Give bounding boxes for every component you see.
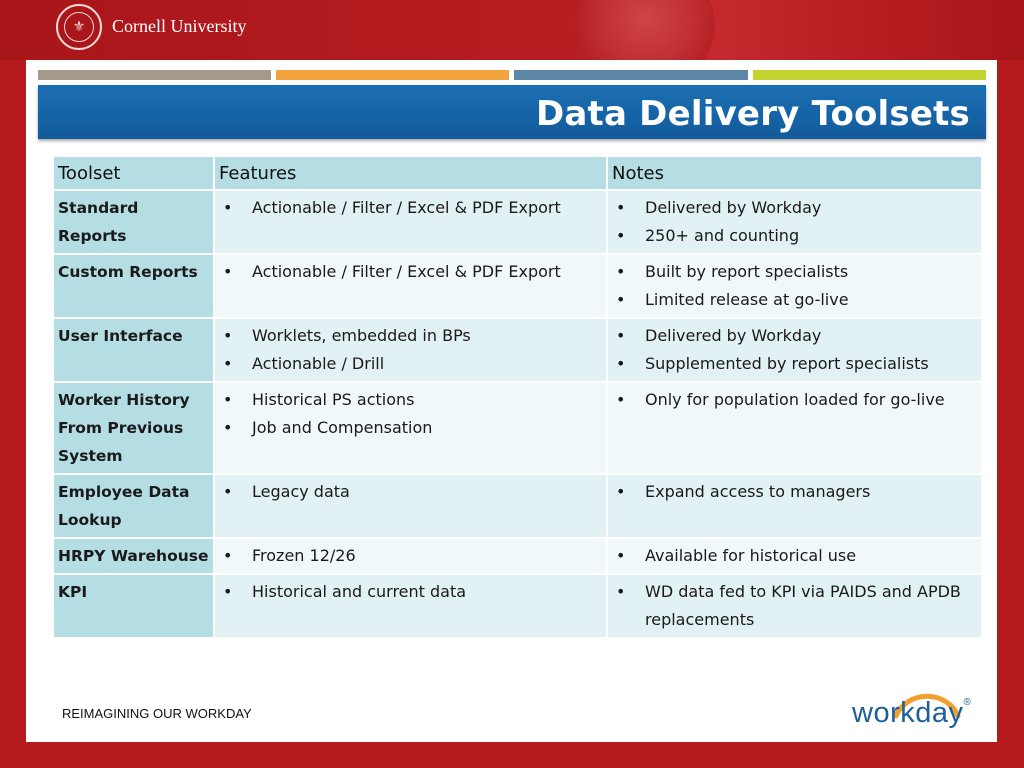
feature-item: • Actionable / Filter / Excel & PDF Export bbox=[219, 258, 602, 286]
toolset-name: Custom Reports bbox=[53, 254, 214, 318]
table-row bbox=[53, 538, 982, 574]
feature-item: • Worklets, embedded in BPs bbox=[219, 322, 602, 350]
feature-item: • Actionable / Drill bbox=[219, 350, 602, 378]
cornell-seal-icon: ⚜ bbox=[56, 4, 102, 50]
stripe-blue bbox=[514, 70, 748, 80]
toolset-name: Worker History From Previous System bbox=[53, 382, 214, 474]
workday-wordmark-text: workday bbox=[852, 697, 964, 729]
features-list bbox=[219, 578, 602, 606]
note-item: • Supplemented by report specialists bbox=[612, 350, 977, 378]
notes-list bbox=[612, 258, 977, 314]
feature-item: • Job and Compensation bbox=[219, 414, 602, 442]
stripe-green bbox=[753, 70, 986, 80]
features-list bbox=[219, 322, 602, 378]
workday-logo bbox=[852, 682, 986, 738]
notes-cell bbox=[607, 318, 982, 382]
feature-item: • Legacy data bbox=[219, 478, 602, 506]
notes-list bbox=[612, 322, 977, 378]
features-cell bbox=[214, 538, 607, 574]
notes-cell bbox=[607, 574, 982, 638]
note-item: • Limited release at go-live bbox=[612, 286, 977, 314]
toolset-name: HRPY Warehouse bbox=[53, 538, 214, 574]
features-cell bbox=[214, 474, 607, 538]
notes-cell bbox=[607, 538, 982, 574]
color-stripes bbox=[38, 70, 986, 80]
features-cell bbox=[214, 190, 607, 254]
features-list bbox=[219, 194, 602, 222]
feature-item: • Frozen 12/26 bbox=[219, 542, 602, 570]
feature-item: • Historical and current data bbox=[219, 578, 602, 606]
feature-item: • Historical PS actions bbox=[219, 386, 602, 414]
notes-list bbox=[612, 386, 977, 414]
table-row bbox=[53, 318, 982, 382]
notes-cell bbox=[607, 474, 982, 538]
note-item: • WD data fed to KPI via PAIDS and APDB replacements bbox=[612, 578, 977, 634]
toolset-name: Standard Reports bbox=[53, 190, 214, 254]
toolset-name: KPI bbox=[53, 574, 214, 638]
features-list bbox=[219, 542, 602, 570]
notes-list bbox=[612, 478, 977, 506]
note-item: • Only for population loaded for go-live bbox=[612, 386, 977, 414]
note-item: • Expand access to managers bbox=[612, 478, 977, 506]
features-cell bbox=[214, 318, 607, 382]
workday-wordmark bbox=[852, 697, 971, 730]
notes-cell bbox=[607, 190, 982, 254]
feature-item: • Actionable / Filter / Excel & PDF Export bbox=[219, 194, 602, 222]
features-cell bbox=[214, 254, 607, 318]
note-item: • Delivered by Workday bbox=[612, 322, 977, 350]
registered-mark: ® bbox=[963, 697, 972, 708]
top-banner bbox=[0, 0, 1024, 60]
table-row bbox=[53, 190, 982, 254]
features-list bbox=[219, 386, 602, 442]
university-name: Cornell University bbox=[112, 16, 247, 36]
table-header-row bbox=[53, 156, 982, 190]
table-row bbox=[53, 382, 982, 474]
column-header-toolset: Toolset bbox=[53, 156, 214, 190]
slide-title: Data Delivery Toolsets bbox=[535, 94, 970, 134]
column-header-notes: Notes bbox=[607, 156, 982, 190]
stripe-taupe bbox=[38, 70, 271, 80]
note-item: • 250+ and counting bbox=[612, 222, 977, 250]
features-list bbox=[219, 478, 602, 506]
toolsets-table bbox=[52, 155, 983, 639]
notes-list bbox=[612, 578, 977, 634]
toolset-name: Employee Data Lookup bbox=[53, 474, 214, 538]
features-cell bbox=[214, 382, 607, 474]
notes-cell bbox=[607, 254, 982, 318]
footer-tagline: REIMAGINING OUR WORKDAY bbox=[62, 706, 252, 721]
features-cell bbox=[214, 574, 607, 638]
table-row bbox=[53, 254, 982, 318]
title-bar bbox=[38, 85, 986, 139]
medallion-decoration bbox=[575, 0, 715, 60]
table-row bbox=[53, 474, 982, 538]
table-row bbox=[53, 574, 982, 638]
notes-cell bbox=[607, 382, 982, 474]
toolset-name: User Interface bbox=[53, 318, 214, 382]
note-item: • Built by report specialists bbox=[612, 258, 977, 286]
features-list bbox=[219, 258, 602, 286]
note-item: • Delivered by Workday bbox=[612, 194, 977, 222]
notes-list bbox=[612, 542, 977, 570]
note-item: • Available for historical use bbox=[612, 542, 977, 570]
slide bbox=[26, 60, 997, 742]
notes-list bbox=[612, 194, 977, 250]
stripe-orange bbox=[276, 70, 509, 80]
column-header-features: Features bbox=[214, 156, 607, 190]
